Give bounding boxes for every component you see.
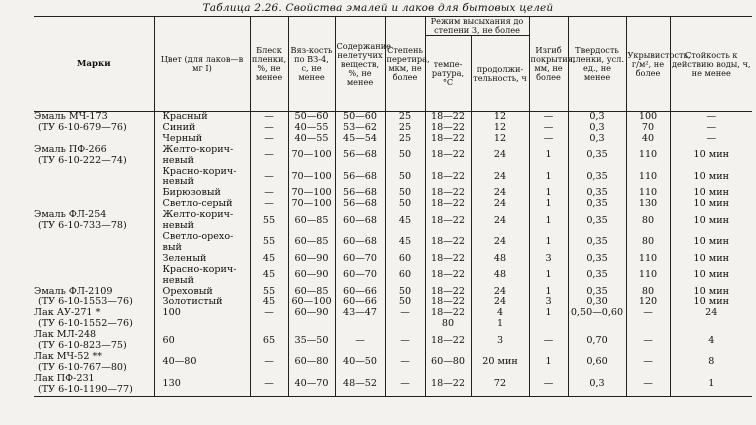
cell-hardness: [568, 319, 626, 330]
cell-gloss: 45: [250, 265, 288, 287]
cell-grind: 50: [385, 297, 425, 308]
cell-water: 10 мин: [670, 254, 752, 265]
color-line-2: невый: [162, 274, 195, 286]
cell-bend: [529, 319, 568, 330]
cell-water: 10 мин: [670, 167, 752, 189]
cell-color: Черный: [154, 134, 250, 145]
mark-name: (ТУ 6-10-1553—76): [38, 297, 133, 308]
mark-spec: (ТУ 6-10-1190—77): [38, 383, 133, 395]
cell-temperature: 18—22: [425, 330, 471, 352]
cell-duration: 24: [471, 287, 529, 298]
cell-color: [154, 319, 250, 330]
color-line-2: невый: [162, 220, 195, 232]
cell-grind: 50: [385, 167, 425, 189]
cell-viscosity: 60—80: [288, 352, 335, 374]
cell-water: 8: [670, 352, 752, 374]
cell-hardness: 0,50—0,60: [568, 308, 626, 319]
cell-temperature: 18—22: [425, 265, 471, 287]
cell-temperature: 18—22: [425, 134, 471, 145]
table-body: [34, 112, 752, 397]
cell-viscosity: 70—100: [288, 188, 335, 199]
cell-color: [154, 210, 250, 232]
cell-coverage: 70: [626, 123, 670, 134]
cell-bend: 3: [529, 297, 568, 308]
cell-bend: 1: [529, 210, 568, 232]
table-row: [34, 308, 752, 319]
cell-gloss: —: [250, 112, 288, 123]
cell-grind: 25: [385, 134, 425, 145]
cell-coverage: 110: [626, 254, 670, 265]
cell-grind: 25: [385, 123, 425, 134]
cell-gloss: [250, 319, 288, 330]
cell-viscosity: 70—100: [288, 199, 335, 210]
cell-bend: 1: [529, 145, 568, 167]
cell-bend: 1: [529, 308, 568, 319]
cell-color: 130: [154, 374, 250, 396]
table-row: [34, 134, 752, 145]
cell-temperature: 60—80: [425, 352, 471, 374]
mark-name: Лак АУ-271 *: [34, 308, 101, 319]
color-line-2: невый: [162, 154, 195, 166]
cell-temperature: 18—22: [425, 210, 471, 232]
cell-hardness: 0,35: [568, 167, 626, 189]
cell-color: [154, 265, 250, 287]
cell-nonvolatile: 48—52: [335, 374, 385, 396]
cell-water: 10 мин: [670, 265, 752, 287]
header-color: Цвет (для лаков—в мг I): [154, 17, 250, 112]
cell-duration: 24: [471, 145, 529, 167]
cell-water: 10 мин: [670, 145, 752, 167]
cell-water: 24: [670, 308, 752, 319]
table-row: [34, 112, 752, 123]
mark-spec: (ТУ 6-10-222—74): [38, 154, 127, 166]
mark-spec: (ТУ 6-10-767—80): [38, 361, 127, 373]
cell-grind: 45: [385, 232, 425, 254]
cell-hardness: 0,3: [568, 112, 626, 123]
cell-nonvolatile: 60—68: [335, 232, 385, 254]
header-drying-group: Режим высыхания до степени 3, не более: [425, 17, 529, 36]
cell-gloss: —: [250, 199, 288, 210]
cell-coverage: 40: [626, 134, 670, 145]
header-nonvolatile: Содержание нелетучих веществ, %, не менее: [335, 17, 385, 112]
cell-grind: 25: [385, 112, 425, 123]
mark-spec: (ТУ 6-10-823—75): [38, 340, 127, 352]
cell-grind: —: [385, 330, 425, 352]
cell-water: —: [670, 112, 752, 123]
header-viscosity: Вяз-кость по ВЗ-4, с, не менее: [288, 17, 335, 112]
cell-hardness: 0,35: [568, 210, 626, 232]
header-coverage: Укрывистость, г/м², не более: [626, 17, 670, 112]
cell-grind: —: [385, 308, 425, 319]
cell-temperature: 18—22: [425, 232, 471, 254]
header-mark: Марки: [34, 17, 154, 112]
cell-water: 10 мин: [670, 232, 752, 254]
cell-viscosity: 60—90: [288, 265, 335, 287]
table-caption: Таблица 2.26. Свойства эмалей и лаков для бытовых целей: [202, 2, 554, 14]
cell-temperature: 18—22: [425, 297, 471, 308]
cell-nonvolatile: —: [335, 330, 385, 352]
cell-mark: [34, 167, 154, 189]
cell-gloss: —: [250, 167, 288, 189]
color-line-1: Красно-корич-: [162, 264, 237, 275]
cell-mark: [34, 287, 154, 298]
table-row: [34, 232, 752, 254]
table-row: [34, 265, 752, 287]
cell-grind: 50: [385, 199, 425, 210]
table-row: [34, 297, 752, 308]
cell-water: —: [670, 134, 752, 145]
header-grind: Степень перетира, мкм, не более: [385, 17, 425, 112]
cell-water: 10 мин: [670, 210, 752, 232]
cell-duration: 12: [471, 123, 529, 134]
cell-gloss: 65: [250, 330, 288, 352]
header-temperature: темпе-ратура, °С: [425, 36, 471, 112]
cell-duration: 24: [471, 199, 529, 210]
cell-nonvolatile: 60—66: [335, 297, 385, 308]
cell-mark: [34, 265, 154, 287]
cell-water: 10 мин: [670, 188, 752, 199]
color-line-1: Желто-корич-: [162, 210, 234, 221]
header-water: Стойкость к действию воды, ч, не менее: [670, 17, 752, 112]
cell-coverage: 110: [626, 145, 670, 167]
cell-bend: 1: [529, 352, 568, 374]
cell-coverage: —: [626, 308, 670, 319]
color-line-2: невый: [162, 176, 195, 188]
cell-grind: 50: [385, 145, 425, 167]
cell-color: Синий: [154, 123, 250, 134]
cell-temperature: 18—22: [425, 123, 471, 134]
cell-duration: 72: [471, 374, 529, 396]
cell-color: 100: [154, 308, 250, 319]
cell-bend: 1: [529, 287, 568, 298]
cell-temperature: 18—22: [425, 287, 471, 298]
cell-nonvolatile: 56—68: [335, 145, 385, 167]
cell-water: 10 мин: [670, 297, 752, 308]
table-row: [34, 188, 752, 199]
cell-duration: 24: [471, 167, 529, 189]
cell-gloss: 55: [250, 232, 288, 254]
table-row: [34, 352, 752, 374]
cell-mark: [34, 352, 154, 374]
cell-gloss: —: [250, 308, 288, 319]
cell-grind: 60: [385, 254, 425, 265]
cell-gloss: 45: [250, 297, 288, 308]
cell-grind: [385, 319, 425, 330]
cell-viscosity: 40—55: [288, 123, 335, 134]
cell-coverage: —: [626, 374, 670, 396]
cell-water: [670, 319, 752, 330]
cell-duration: 3: [471, 330, 529, 352]
cell-duration: 48: [471, 254, 529, 265]
cell-nonvolatile: 60—66: [335, 287, 385, 298]
cell-hardness: 0,3: [568, 123, 626, 134]
cell-bend: —: [529, 134, 568, 145]
cell-coverage: 80: [626, 287, 670, 298]
cell-duration: 12: [471, 112, 529, 123]
cell-temperature: 18—22: [425, 112, 471, 123]
mark-name: Лак МЛ-248: [34, 330, 97, 341]
cell-color: 60: [154, 330, 250, 352]
cell-grind: 60: [385, 265, 425, 287]
cell-viscosity: 70—100: [288, 145, 335, 167]
cell-temperature: 18—22: [425, 308, 471, 319]
cell-mark: [34, 297, 154, 308]
cell-mark: [34, 188, 154, 199]
cell-bend: 1: [529, 199, 568, 210]
cell-mark: [34, 145, 154, 167]
cell-coverage: 110: [626, 167, 670, 189]
color-line-1: Желто-корич-: [162, 144, 234, 155]
mark-name: Эмаль ПФ-266: [34, 144, 107, 155]
cell-nonvolatile: 56—68: [335, 188, 385, 199]
cell-coverage: —: [626, 352, 670, 374]
header-gloss: Блеск пленки, %, не менее: [250, 17, 288, 112]
cell-hardness: 0,3: [568, 374, 626, 396]
cell-gloss: 45: [250, 254, 288, 265]
cell-coverage: 80: [626, 210, 670, 232]
cell-nonvolatile: 43—47: [335, 308, 385, 319]
table-row: [34, 199, 752, 210]
cell-gloss: 55: [250, 210, 288, 232]
cell-color: Красный: [154, 112, 250, 123]
cell-viscosity: 60—85: [288, 210, 335, 232]
table-row: [34, 123, 752, 134]
cell-color: [154, 167, 250, 189]
cell-duration: 4: [471, 308, 529, 319]
cell-nonvolatile: 56—68: [335, 199, 385, 210]
cell-bend: —: [529, 374, 568, 396]
cell-coverage: [626, 319, 670, 330]
cell-nonvolatile: 60—68: [335, 210, 385, 232]
cell-mark: [34, 308, 154, 319]
cell-temperature: 18—22: [425, 167, 471, 189]
cell-hardness: 0,35: [568, 188, 626, 199]
mark-name: Лак ПФ-231: [34, 373, 95, 384]
cell-temperature: 18—22: [425, 254, 471, 265]
cell-mark: [34, 254, 154, 265]
cell-grind: 50: [385, 287, 425, 298]
cell-viscosity: 60—100: [288, 297, 335, 308]
cell-hardness: 0,35: [568, 254, 626, 265]
cell-color: [154, 145, 250, 167]
cell-nonvolatile: 45—54: [335, 134, 385, 145]
cell-color: Золотистый: [154, 297, 250, 308]
cell-gloss: —: [250, 374, 288, 396]
cell-duration: 24: [471, 188, 529, 199]
mark-name: Лак МЧ-52 **: [34, 351, 103, 362]
cell-coverage: 110: [626, 265, 670, 287]
header-duration: продолжи-тельность, ч: [471, 36, 529, 112]
cell-water: 10 мин: [670, 199, 752, 210]
cell-duration: 24: [471, 232, 529, 254]
cell-gloss: —: [250, 134, 288, 145]
cell-viscosity: 35—50: [288, 330, 335, 352]
cell-color: 40—80: [154, 352, 250, 374]
cell-mark: [34, 134, 154, 145]
cell-temperature: 80: [425, 319, 471, 330]
cell-gloss: —: [250, 352, 288, 374]
cell-mark: [34, 330, 154, 352]
cell-grind: —: [385, 352, 425, 374]
cell-bend: —: [529, 112, 568, 123]
cell-grind: 45: [385, 210, 425, 232]
mark-name: Эмаль ФЛ-254: [34, 210, 107, 221]
cell-bend: —: [529, 330, 568, 352]
cell-viscosity: 70—100: [288, 167, 335, 189]
cell-duration: 20 мин: [471, 352, 529, 374]
cell-temperature: 18—22: [425, 188, 471, 199]
cell-gloss: —: [250, 123, 288, 134]
cell-mark: [34, 374, 154, 396]
color-line-2: вый: [162, 241, 182, 253]
mark-name: Эмаль ФЛ-2109: [34, 286, 113, 297]
table-row: [34, 254, 752, 265]
cell-nonvolatile: 60—70: [335, 254, 385, 265]
table-row: [34, 287, 752, 298]
cell-viscosity: 40—55: [288, 134, 335, 145]
cell-gloss: 55: [250, 287, 288, 298]
cell-coverage: —: [626, 330, 670, 352]
cell-nonvolatile: 60—70: [335, 265, 385, 287]
cell-bend: 1: [529, 167, 568, 189]
table-row: [34, 374, 752, 396]
cell-nonvolatile: 50—60: [335, 112, 385, 123]
cell-duration: 24: [471, 210, 529, 232]
table-row: [34, 319, 752, 330]
cell-temperature: 18—22: [425, 199, 471, 210]
cell-grind: —: [385, 374, 425, 396]
cell-grind: 50: [385, 188, 425, 199]
cell-viscosity: 60—85: [288, 287, 335, 298]
cell-nonvolatile: 56—68: [335, 167, 385, 189]
cell-water: 10 мин: [670, 287, 752, 298]
cell-hardness: 0,60: [568, 352, 626, 374]
cell-temperature: 18—22: [425, 145, 471, 167]
cell-color: Зеленый: [154, 254, 250, 265]
cell-viscosity: [288, 319, 335, 330]
cell-mark: [34, 112, 154, 123]
cell-coverage: 80: [626, 232, 670, 254]
cell-coverage: 110: [626, 188, 670, 199]
cell-water: —: [670, 123, 752, 134]
mark-name: (ТУ 6-10-1552—76): [38, 319, 133, 330]
cell-hardness: 0,35: [568, 199, 626, 210]
cell-mark: [34, 199, 154, 210]
cell-viscosity: 60—90: [288, 254, 335, 265]
color-line-1: Светло-орехо-: [162, 231, 234, 242]
table-row: [34, 145, 752, 167]
cell-color: Ореховый: [154, 287, 250, 298]
cell-hardness: 0,35: [568, 287, 626, 298]
cell-gloss: —: [250, 188, 288, 199]
cell-duration: 48: [471, 265, 529, 287]
cell-viscosity: 40—70: [288, 374, 335, 396]
cell-coverage: 100: [626, 112, 670, 123]
cell-mark: [34, 319, 154, 330]
cell-hardness: 0,30: [568, 297, 626, 308]
cell-duration: 1: [471, 319, 529, 330]
cell-mark: [34, 232, 154, 254]
cell-duration: 24: [471, 297, 529, 308]
mark-name: Эмаль МЧ-173: [34, 111, 108, 122]
cell-bend: —: [529, 123, 568, 134]
cell-water: 4: [670, 330, 752, 352]
cell-hardness: 0,35: [568, 145, 626, 167]
cell-viscosity: 50—60: [288, 112, 335, 123]
cell-color: Бирюзовый: [154, 188, 250, 199]
color-line-1: Красно-корич-: [162, 166, 237, 177]
cell-color: [154, 232, 250, 254]
cell-coverage: 120: [626, 297, 670, 308]
cell-gloss: —: [250, 145, 288, 167]
cell-color: Светло-серый: [154, 199, 250, 210]
cell-mark: [34, 210, 154, 232]
mark-name: (ТУ 6-10-679—76): [38, 122, 127, 133]
cell-viscosity: 60—90: [288, 308, 335, 319]
cell-bend: 3: [529, 254, 568, 265]
cell-nonvolatile: 40—50: [335, 352, 385, 374]
cell-hardness: 0,35: [568, 232, 626, 254]
cell-hardness: 0,3: [568, 134, 626, 145]
cell-bend: 1: [529, 188, 568, 199]
cell-nonvolatile: 53—62: [335, 123, 385, 134]
cell-nonvolatile: [335, 319, 385, 330]
cell-coverage: 130: [626, 199, 670, 210]
cell-hardness: 0,70: [568, 330, 626, 352]
cell-bend: 1: [529, 265, 568, 287]
table-row: [34, 210, 752, 232]
table-row: [34, 167, 752, 189]
table-row: [34, 330, 752, 352]
properties-table: [34, 16, 752, 397]
cell-temperature: 18—22: [425, 374, 471, 396]
cell-hardness: 0,35: [568, 265, 626, 287]
mark-spec: (ТУ 6-10-733—78): [38, 220, 127, 232]
cell-duration: 12: [471, 134, 529, 145]
cell-viscosity: 60—85: [288, 232, 335, 254]
header-hardness: Твердость пленки, усл. ед., не менее: [568, 17, 626, 112]
cell-water: 1: [670, 374, 752, 396]
header-bend: Изгиб покрытия, мм, не более: [529, 17, 568, 112]
cell-bend: 1: [529, 232, 568, 254]
cell-mark: [34, 123, 154, 134]
